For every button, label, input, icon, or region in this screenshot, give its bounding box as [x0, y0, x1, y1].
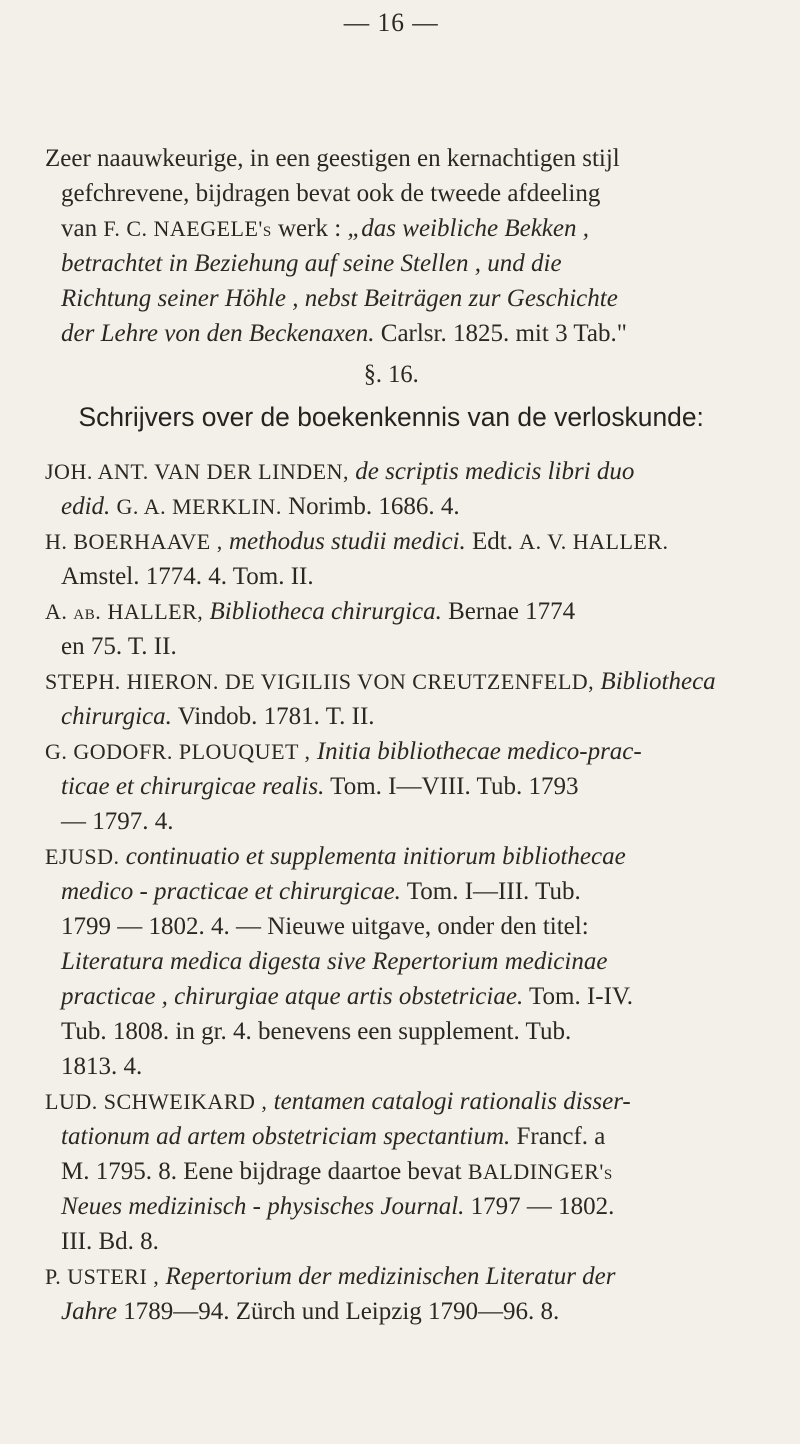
author-name: BALDINGER's [467, 1159, 613, 1184]
work-title: Initia bibliothecae medico-prac- [316, 738, 642, 765]
intro-line-2: gefchrevene, bijdragen bevat ook de tweede afdeeling [61, 180, 601, 207]
author-name: STEPH. HIERON. DE VIGILIIS VON CREUTZENFELD, [45, 669, 595, 694]
book-page: — 16 — Zeer naauwkeurige, in een geestigen en kernachtigen stijl gefchrevene, bijdragen bevat ook de tweede afdeeling van F. C. NAEGELE's werk : „das weibliche Bekken , betrachtet in Beziehung auf seine Stellen , und die Richtung seiner Höhle , nebst Beiträgen zur Geschichte der Lehre von den Beckenaxen. Carlsr. 1825. mit 3 Tab." §. 16. Schrijvers over de boekenkennis van de verloskunde: JOH. ANT. VAN DER LINDEN, de scriptis medicis libri duo edid. G. A. MERKLIN. Norimb. 1686. 4. H. BOERHAAVE , methodus studii medici. Edt. A. V. HALLER. Amstel. 1774. 4. Tom. II. A. ab. HALLER, Bibliotheca chirurgica. Bernae 1774 en 75. T. II. STEPH. HIERON. DE VIGILIIS VON CREUTZENFELD, Bibliotheca chirurgica. Vindob. 1781. T. II. G. GODOFR. PLOUQUET , Initia bibliothecae medico-prac- ticae et chirurgicae realis. Tom. I—VIII. Tub. 1793 — 1797. 4. EJUSD. continuatio et supplementa initiorum bibliothecae medico - practicae et chirurgicae. Tom. I—III. Tub. 1799 — 1802. 4. — Nieuwe uitgave, onder den titel: Literatura medica digesta sive Repertorium medicinae practicae , chirurgiae atque artis obstetriciae. Tom. I-IV. Tub. 1808. in gr. 4. benevens een supplement. Tub. 1813. 4. LUD. SCHWEIKARD , tentamen catalogi rationalis disser- tationum ad artem obstetriciam spectantium. Francf. a M. 1795. 8. Eene bijdrage daartoe bevat BALDINGER's Neues medizinisch - physisches Journal. 1797 — 1802. III. Bd. 8. P. USTERI , Repertorium der medizinischen Literatur der Jahre 1789—94. Zürch und Leipzig 1790—96. 8. [0, 0, 800, 1444]
page-number: — 16 — [343, 8, 439, 37]
author-name: LUD. SCHWEIKARD , [45, 1089, 268, 1114]
author-name: JOH. ANT. VAN DER LINDEN, [45, 459, 349, 484]
work-title: „das weibliche Bekken , [347, 215, 589, 242]
section-heading: Schrijvers over de boekenkennis van de verloskunde: [78, 402, 704, 432]
intro-line-1: Zeer naauwkeurige, in een geestigen en kernachtigen stijl [45, 145, 620, 172]
work-title: Repertorium der medizinischen Literatur der [165, 1263, 616, 1290]
author-name: F. C. NAEGELE's [103, 216, 272, 241]
author-name: G. GODOFR. PLOUQUET , [45, 739, 311, 764]
author-name: P. USTERI , [45, 1264, 160, 1289]
intro-line-6: der Lehre von den Beckenaxen. Carlsr. 1825. mit 3 Tab." [61, 320, 627, 347]
author-name: HALLER, [107, 599, 204, 624]
work-title: Bibliotheca [600, 668, 716, 695]
intro-line-5: Richtung seiner Höhle , nebst Beiträgen zur Geschichte [61, 285, 618, 312]
author-name: H. BOERHAAVE , [45, 529, 223, 554]
editor-name: G. A. MERKLIN. [116, 494, 282, 519]
section-number: §. 16. [363, 361, 419, 388]
intro-line-3: van F. C. NAEGELE's werk : „das weibliche Bekken , [61, 215, 589, 242]
author-name: EJUSD. [45, 844, 120, 869]
intro-line-4: betrachtet in Beziehung auf seine Stellen , und die [61, 250, 562, 277]
editor-name: A. V. HALLER. [519, 529, 669, 554]
work-title: de scriptis medicis libri duo [355, 458, 635, 485]
work-title: continuatio et supplementa initiorum bibliothecae [125, 843, 626, 870]
work-title: Bibliotheca chirurgica. [209, 598, 442, 625]
work-title: methodus studii medici. [228, 528, 466, 555]
work-title: tentamen catalogi rationalis disser- [273, 1088, 631, 1115]
